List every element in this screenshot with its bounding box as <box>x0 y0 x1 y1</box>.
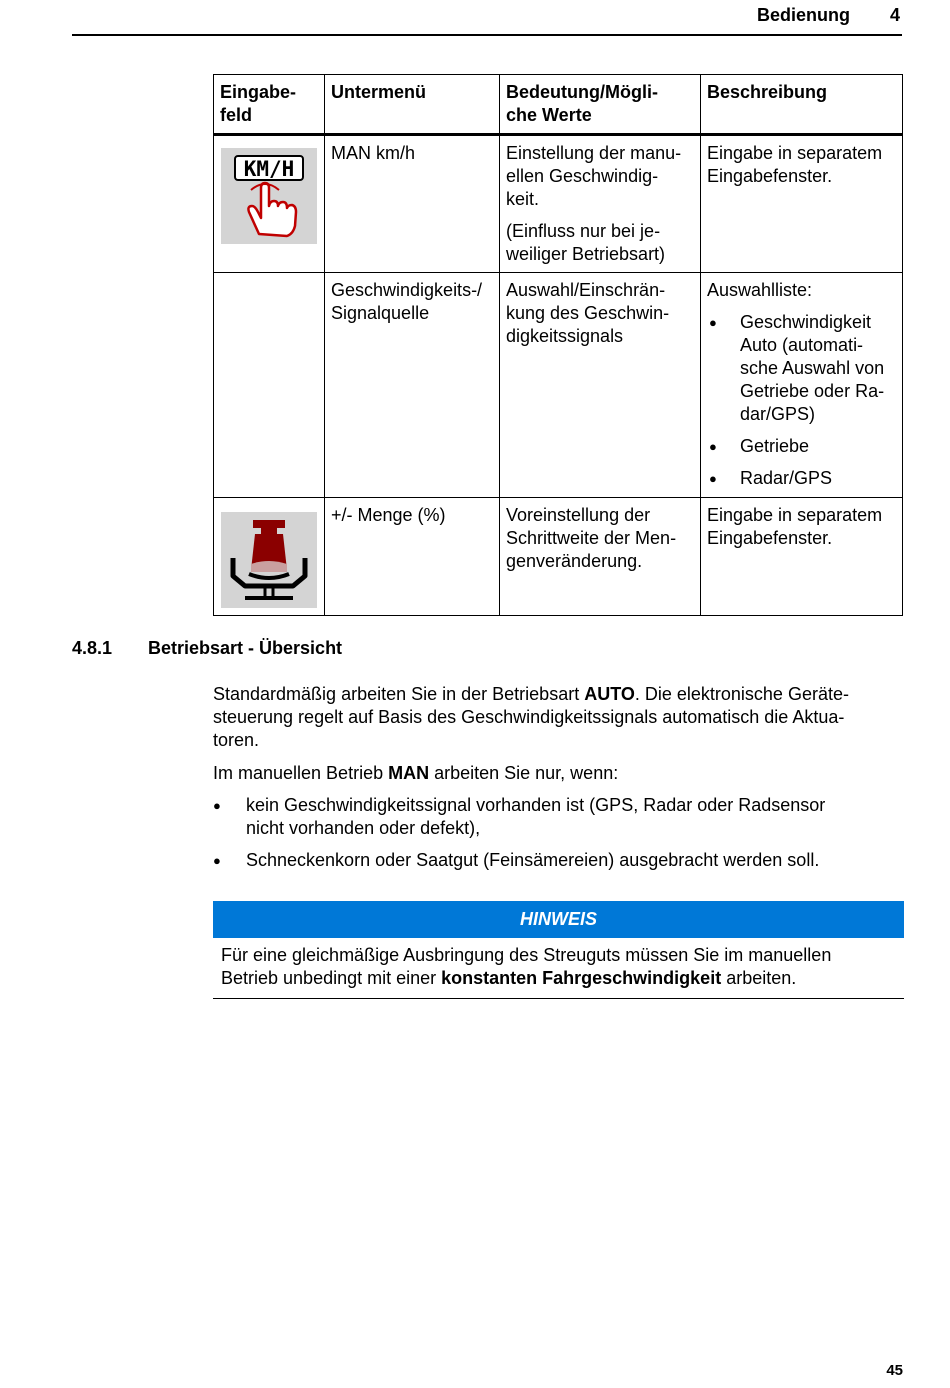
input-field-cell <box>214 135 325 273</box>
description-cell: Eingabe in separatem Eingabefenster. <box>701 498 903 616</box>
section-number: 4.8.1 <box>72 638 113 658</box>
intro-paragraph <box>213 683 903 752</box>
column-header: Bedeutung/Mögli- che Werte <box>500 75 701 135</box>
submenu-cell: Geschwindigkeits-/ Signalquelle <box>325 273 500 498</box>
table-row <box>214 135 903 273</box>
description-cell <box>701 273 903 498</box>
input-field-cell <box>214 273 325 498</box>
description-text: Auswahlliste: <box>707 280 813 300</box>
parameter-table <box>213 74 903 616</box>
column-header: Beschreibung <box>701 75 903 135</box>
input-field-cell <box>214 498 325 616</box>
page-number: 45 <box>886 1362 903 1379</box>
note-header: HINWEIS <box>213 901 904 938</box>
meaning-cell <box>500 135 701 273</box>
svg-text:KM/H: KM/H <box>243 157 295 181</box>
meaning-text: (Einfluss nur bei je- weiliger Betriebsart) <box>506 221 666 264</box>
meaning-cell <box>500 498 701 616</box>
km-h-hand-icon <box>221 148 317 244</box>
quantity-weight-icon <box>221 512 317 608</box>
header-chapter-number: 4 <box>889 5 900 25</box>
column-header: Untermenü <box>325 75 500 135</box>
list-item: ● Radar/GPS <box>707 467 897 490</box>
text-span: . Die elektronische Geräte- steuerung regelt auf Basis des Geschwindigkeitssignals automatisch die Aktua- toren. <box>213 684 849 750</box>
table-row <box>214 498 903 616</box>
text-span: arbeiten Sie nur, wenn: <box>429 763 619 783</box>
section-title: Betriebsart - Übersicht <box>148 638 343 658</box>
column-header: Eingabe- feld <box>214 75 325 135</box>
list-item: ● Schneckenkorn oder Saatgut (Feinsämereien) ausgebracht werden soll. <box>213 849 903 872</box>
note-divider <box>213 998 904 999</box>
page-header <box>72 0 902 36</box>
meaning-text: Einstellung der manu- ellen Geschwindig- keit. <box>506 143 682 209</box>
bold-term: MAN <box>388 763 430 783</box>
table-row <box>214 273 903 498</box>
meaning-text: Auswahl/Einschrän- kung des Geschwin- digkeitssignals <box>506 280 670 346</box>
table-header-row <box>214 75 903 135</box>
conditions-list <box>213 794 903 881</box>
meaning-cell <box>500 273 701 498</box>
text-span: arbeiten. <box>721 968 797 988</box>
header-title: Bedienung <box>757 5 850 25</box>
text-span: Im manuellen Betrieb <box>213 763 389 783</box>
list-item: ● Getriebe <box>707 435 897 458</box>
text-span: Für eine gleichmäßige Ausbringung des Streuguts müssen Sie im manuellen Betrieb unbedingt mit einer <box>221 945 832 988</box>
list-item: ● kein Geschwindigkeitssignal vorhanden ist (GPS, Radar oder Radsensor nicht vorhanden oder defekt), <box>213 794 903 840</box>
note-text <box>213 944 891 990</box>
submenu-cell: MAN km/h <box>325 135 500 273</box>
bold-term: konstanten Fahrgeschwindigkeit <box>441 968 722 988</box>
submenu-cell: +/- Menge (%) <box>325 498 500 616</box>
manual-mode-paragraph <box>213 762 903 785</box>
bold-term: AUTO <box>584 684 635 704</box>
text-span: Standardmäßig arbeiten Sie in der Betriebsart <box>213 684 585 704</box>
list-item: ● Geschwindigkeit Auto (automati- sche Auswahl von Getriebe oder Ra- dar/GPS) <box>707 311 897 426</box>
description-cell: Eingabe in separatem Eingabefenster. <box>701 135 903 273</box>
meaning-text: Voreinstellung der Schrittweite der Men- genveränderung. <box>506 505 677 571</box>
